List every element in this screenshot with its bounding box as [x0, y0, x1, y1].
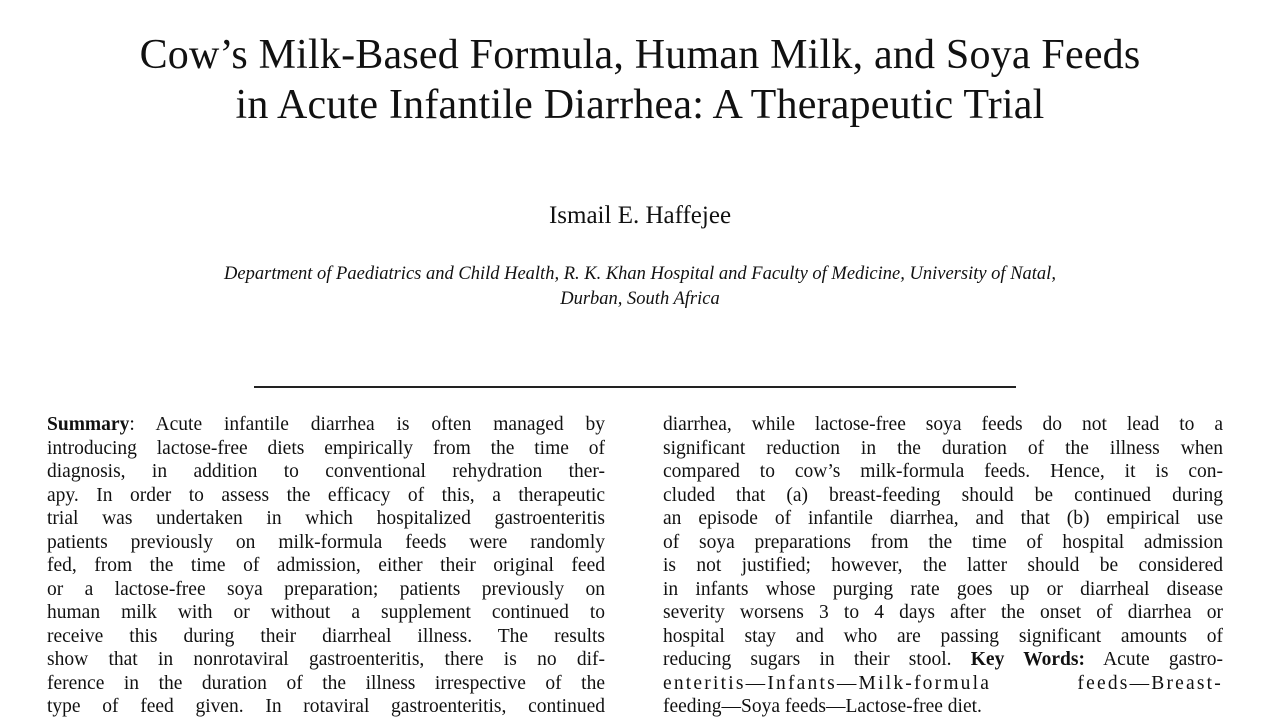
- abstract-line: show that in nonrotaviral gastroenteritis, there is no dif-: [47, 649, 605, 670]
- abstract-line: of soya preparations from the time of hospital admission: [663, 531, 1223, 553]
- abstract-line: significant reduction in the duration of the illness when: [663, 437, 1223, 459]
- abstract-line: is not justified; however, the latter should be considered: [663, 555, 1223, 576]
- author-name: Ismail E. Haffejee: [548, 202, 732, 229]
- author-affiliation: [40, 262, 1240, 312]
- abstract-right-column: [663, 413, 1223, 719]
- section-divider: [254, 386, 1016, 388]
- abstract-line: an episode of infantile diarrhea, and that (b) empirical use: [663, 508, 1223, 529]
- abstract-line-text: : Acute infantile diarrhea is often managed by: [129, 414, 605, 435]
- abstract-line: apy. In order to assess the efficacy of this, a therapeutic: [47, 484, 605, 506]
- key-words-label: Key Words:: [970, 649, 1085, 670]
- abstract-line: [663, 648, 1223, 672]
- abstract-line: [47, 413, 605, 437]
- abstract-line: ference in the duration of the illness irrespective of the: [47, 672, 605, 694]
- key-words-line: feeding—Soya feeds—Lactose-free diet.: [663, 696, 982, 717]
- abstract-line: patients previously on milk-formula feeds were randomly: [47, 531, 605, 553]
- abstract-line: receive this during their diarrheal illness. The results: [47, 625, 605, 647]
- abstract-line: hospital stay and who are passing significant amounts of: [663, 625, 1223, 647]
- abstract-line: fed, from the time of admission, either their original feed: [47, 555, 605, 576]
- affiliation-line-1: Department of Paediatrics and Child Health, R. K. Khan Hospital and Faculty of Medicine, University of Natal,: [224, 264, 1056, 284]
- abstract-line: or a lactose-free soya preparation; patients previously on: [47, 578, 605, 600]
- abstract-line: type of feed given. In rotaviral gastroenteritis, continued: [47, 696, 605, 717]
- abstract-line: compared to cow’s milk-formula feeds. Hence, it is con-: [663, 461, 1223, 482]
- abstract-left-column: [47, 413, 605, 719]
- abstract-line: diagnosis, in addition to conventional rehydration ther-: [47, 461, 605, 482]
- key-words-line: enteritis—Infants—Milk-formula feeds—Breast-: [663, 672, 1223, 694]
- title-line-1: Cow’s Milk-Based Formula, Human Milk, and Soya Feeds: [139, 32, 1141, 78]
- paper-title: [0, 30, 1280, 130]
- affiliation-line-2: Durban, South Africa: [560, 289, 720, 309]
- abstract-line: in infants whose purging rate goes up or diarrheal disease: [663, 578, 1223, 600]
- abstract-line: severity worsens 3 to 4 days after the onset of diarrhea or: [663, 602, 1223, 623]
- abstract-line-text: reducing sugars in their stool.: [663, 649, 971, 670]
- abstract-line-text: Acute gastro-: [1084, 649, 1223, 670]
- abstract-line: trial was undertaken in which hospitalized gastroenteritis: [47, 508, 605, 529]
- abstract-line: introducing lactose-free diets empirically from the time of: [47, 437, 605, 459]
- abstract-line: cluded that (a) breast-feeding should be continued during: [663, 484, 1223, 506]
- summary-label: Summary: [47, 414, 130, 435]
- abstract-line: human milk with or without a supplement continued to: [47, 602, 605, 623]
- title-line-2: in Acute Infantile Diarrhea: A Therapeutic Trial: [235, 82, 1045, 128]
- abstract-line: diarrhea, while lactose-free soya feeds do not lead to a: [663, 414, 1223, 435]
